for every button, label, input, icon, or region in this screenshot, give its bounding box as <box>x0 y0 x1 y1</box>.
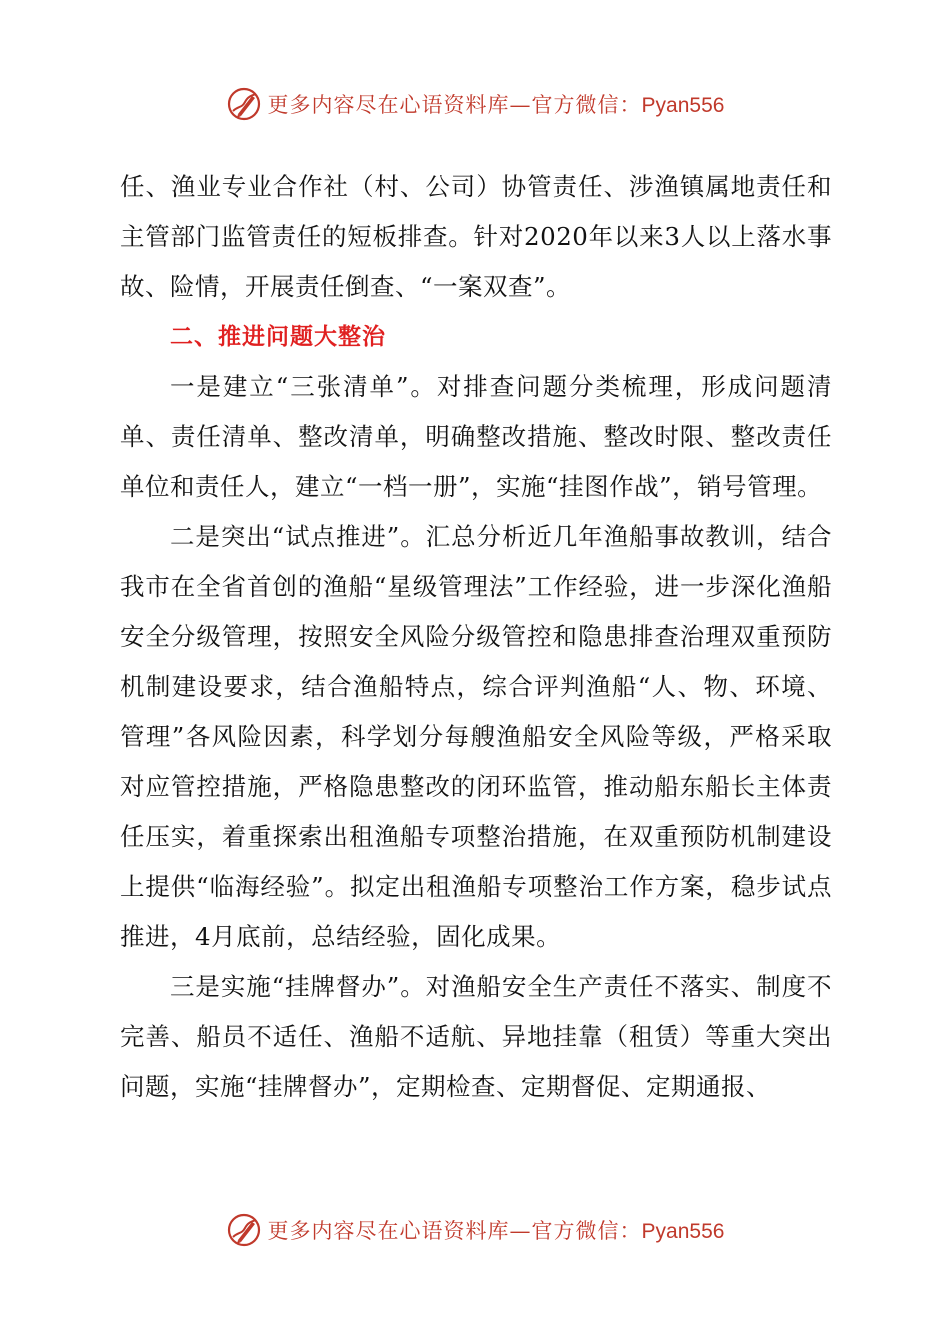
wechat-id: Pyan556 <box>641 1220 725 1243</box>
document-body <box>120 162 832 1112</box>
paragraph-continuation: 任、渔业专业合作社（村、公司）协管责任、涉渔镇属地责任和主管部门监管责任的短板排查。针对2020年以来3人以上落水事故、险情，开展责任倒查、“一案双查”。 <box>120 172 832 301</box>
header-watermark <box>0 82 950 126</box>
pen-circle-icon <box>226 86 262 122</box>
paragraph-supervision: 三是实施“挂牌督办”。对渔船安全生产责任不落实、制度不完善、船员不适任、渔船不适航、异地挂靠（租赁）等重大突出问题，实施“挂牌督办”，定期检查、定期督促、定期通报、 <box>120 972 832 1101</box>
wechat-id: Pyan556 <box>641 94 725 117</box>
watermark-text: 更多内容尽在心语资料库—官方微信：Pyan556 <box>267 93 725 117</box>
pen-circle-icon <box>226 1212 262 1248</box>
watermark-text: 更多内容尽在心语资料库—官方微信：Pyan556 <box>267 1219 725 1243</box>
paragraph-pilot: 二是突出“试点推进”。汇总分析近几年渔船事故教训，结合我市在全省首创的渔船“星级管理法”工作经验，进一步深化渔船安全分级管理，按照安全风险分级管控和隐患排查治理双重预防机制建设要求，结合渔船特点，综合评判渔船“人、物、环境、管理”各风险因素，科学划分每艘渔船安全风险等级，严格采取对应管控措施，严格隐患整改的闭环监管，推动船东船长主体责任压实，着重探索出租渔船专项整治措施，在双重预防机制建设上提供“临海经验”。拟定出租渔船专项整治工作方案，稳步试点推进，4月底前，总结经验，固化成果。 <box>120 522 832 951</box>
section-heading: 二、推进问题大整治 <box>170 324 386 350</box>
paragraph-three-lists: 一是建立“三张清单”。对排查问题分类梳理，形成问题清单、责任清单、整改清单，明确整改措施、整改时限、整改责任单位和责任人，建立“一档一册”，实施“挂图作战”，销号管理。 <box>120 372 832 501</box>
footer-watermark <box>0 1208 950 1252</box>
